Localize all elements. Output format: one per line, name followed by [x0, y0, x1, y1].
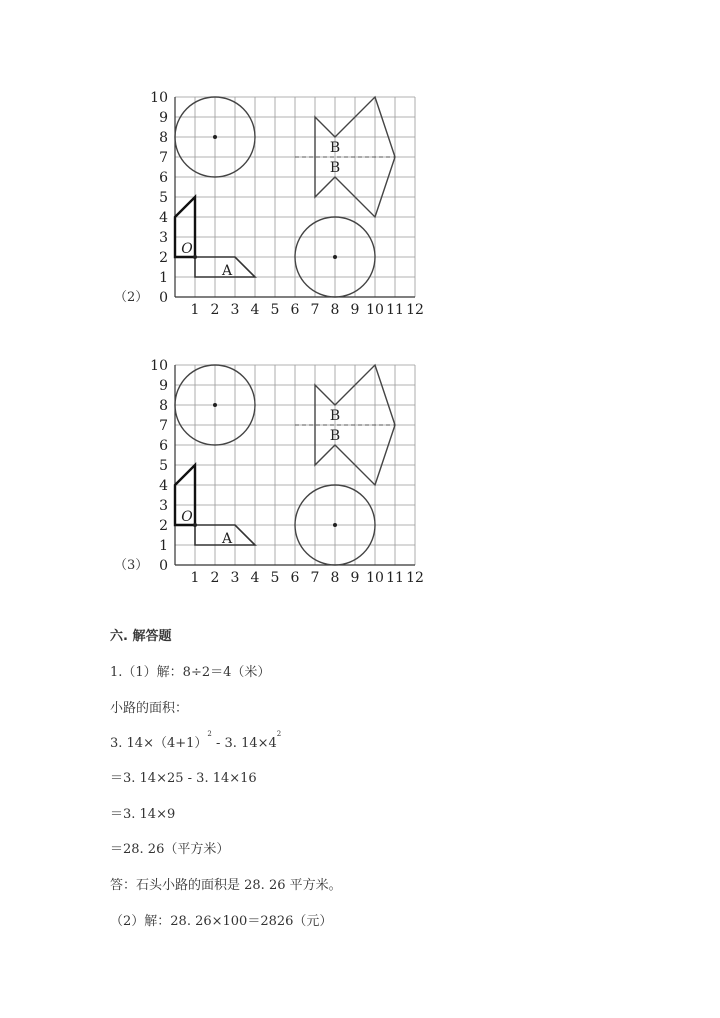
point-o [193, 523, 197, 527]
coordinate-grid [100, 358, 440, 588]
exponent: 2 [276, 730, 282, 738]
y-tick-label: 0 [159, 558, 168, 574]
x-tick-label: 8 [330, 570, 340, 586]
y-tick-label: 9 [159, 378, 168, 394]
x-tick-label: 2 [210, 570, 220, 586]
x-tick-label: 7 [310, 302, 320, 318]
x-tick-label: 12 [406, 302, 424, 318]
x-tick-label: 3 [230, 570, 240, 586]
y-tick-label: 8 [159, 398, 168, 414]
y-tick-label: 4 [159, 478, 168, 494]
shape-a-label: A [221, 263, 233, 279]
y-tick-label: 6 [159, 438, 168, 454]
y-tick-label: 4 [159, 210, 168, 226]
y-tick-label: 0 [159, 290, 168, 306]
answer-line: 答：石头小路的面积是 28. 26 平方米。 [110, 878, 342, 893]
answer-line [110, 732, 281, 751]
section-heading: 六. 解答题 [110, 629, 172, 644]
point-o-label: O [181, 241, 193, 257]
x-tick-label: 5 [270, 302, 280, 318]
circle-center [213, 135, 217, 139]
y-tick-label: 3 [159, 230, 168, 246]
y-tick-label: 7 [159, 150, 168, 166]
y-tick-label: 1 [159, 270, 168, 286]
x-tick-label: 9 [350, 302, 360, 318]
x-tick-label: 9 [350, 570, 360, 586]
answer-line: 1.（1）解：8÷2＝4（米） [110, 665, 271, 680]
y-tick-label: 1 [159, 538, 168, 554]
y-tick-label: 10 [150, 90, 168, 106]
y-tick-label: 2 [159, 250, 168, 266]
x-tick-label: 3 [230, 302, 240, 318]
x-tick-label: 7 [310, 570, 320, 586]
shape-a-label: A [221, 531, 233, 547]
x-tick-label: 8 [330, 302, 340, 318]
answer-line: ＝3. 14×9 [110, 807, 176, 822]
y-tick-label: 8 [159, 130, 168, 146]
shape-b-label: B [329, 140, 341, 156]
grid-figure-2 [100, 90, 440, 320]
y-tick-label: 9 [159, 110, 168, 126]
x-tick-label: 6 [290, 302, 300, 318]
y-tick-label: 5 [159, 190, 168, 206]
x-tick-label: 12 [406, 570, 424, 586]
answer-line: 小路的面积： [110, 701, 189, 716]
shape-b-label: B [329, 408, 341, 424]
y-tick-label: 10 [150, 358, 168, 374]
x-tick-label: 6 [290, 570, 300, 586]
y-tick-label: 6 [159, 170, 168, 186]
x-tick-label: 5 [270, 570, 280, 586]
coordinate-grid [100, 90, 440, 320]
x-tick-label: 4 [250, 302, 260, 318]
x-tick-label: 11 [386, 302, 404, 318]
formula-part: - 3. 14×4 [211, 736, 277, 751]
point-o [193, 255, 197, 259]
figure-label: （2） [114, 290, 149, 305]
answer-line: （2）解：28. 26×100＝2826（元） [110, 914, 333, 929]
x-tick-label: 10 [366, 302, 384, 318]
answer-line: ＝28. 26（平方米） [110, 842, 230, 857]
y-tick-label: 2 [159, 518, 168, 534]
y-tick-label: 3 [159, 498, 168, 514]
answer-line: ＝3. 14×25 - 3. 14×16 [110, 771, 257, 786]
x-tick-label: 4 [250, 570, 260, 586]
x-tick-label: 10 [366, 570, 384, 586]
x-tick-label: 1 [190, 302, 200, 318]
point-o-label: O [181, 509, 193, 525]
shape-b-label: B [329, 428, 341, 444]
figure-label: （3） [114, 558, 149, 573]
exponent: 2 [207, 730, 212, 738]
grid-figure-3 [100, 358, 440, 588]
y-tick-label: 5 [159, 458, 168, 474]
y-tick-label: 7 [159, 418, 168, 434]
circle-center [333, 255, 337, 259]
x-tick-label: 11 [386, 570, 404, 586]
x-tick-label: 1 [190, 570, 200, 586]
formula-part: 3. 14×（4+1） [110, 736, 208, 751]
circle-center [213, 403, 217, 407]
x-tick-label: 2 [210, 302, 220, 318]
circle-center [333, 523, 337, 527]
shape-b-label: B [329, 160, 341, 176]
